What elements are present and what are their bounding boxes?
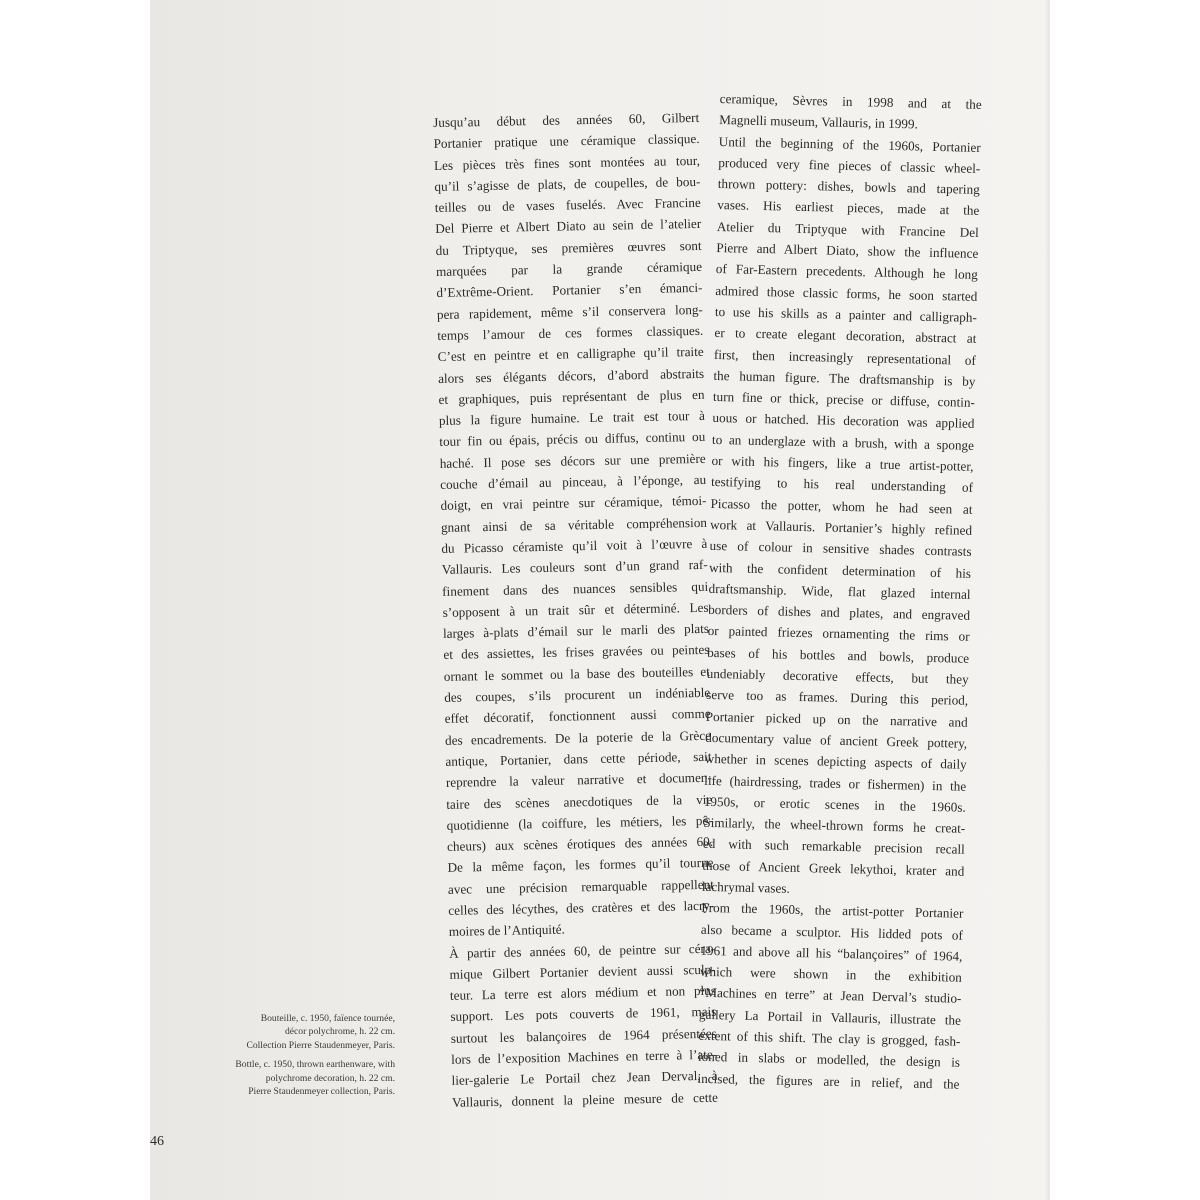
english-line: Picasso the potter, whom he had seen at bbox=[710, 495, 973, 517]
english-line: ioned in slabs or modelled, the design is bbox=[697, 1049, 961, 1071]
english-line: whether in scenes depicting aspects of daily bbox=[704, 751, 967, 772]
french-line: et des assiettes, les frises gravées ou peintes bbox=[443, 642, 710, 663]
english-line: documentary value of ancient Greek pottery, bbox=[705, 729, 968, 751]
french-line: plus la figure humaine. Le trait est tour à bbox=[438, 407, 706, 429]
english-line: use of colour in sensitive shades contrasts bbox=[709, 538, 972, 560]
french-line: quotidienne (la coiffure, les métiers, les pê- bbox=[446, 812, 713, 833]
image-caption bbox=[215, 1012, 395, 1098]
french-line: lier-galerie Le Portail chez Jean Derval, à bbox=[451, 1068, 718, 1089]
english-line: draftsmanship. Wide, flat glazed internal bbox=[708, 580, 971, 602]
french-line: couche d’émail au pinceau, à l’éponge, au bbox=[440, 471, 707, 492]
english-line: 1961 and above all his “balançoires” of 1964, bbox=[700, 942, 963, 964]
caption-english-line: polychrome decoration, h. 22 cm. bbox=[265, 1072, 395, 1084]
english-line: Portanier picked up on the narrative and bbox=[705, 708, 968, 730]
english-line: the human figure. The draftsmanship is by bbox=[713, 367, 976, 389]
english-line: incised, the figures are in relief, and the bbox=[697, 1070, 960, 1092]
french-line: Portanier pratique une céramique classique. bbox=[433, 131, 700, 152]
caption-english-line: Bottle, c. 1950, thrown earthenware, with bbox=[235, 1059, 395, 1071]
english-line: admired those classic forms, he soon started bbox=[715, 282, 978, 304]
french-text-column bbox=[433, 107, 718, 1113]
french-line: des encadrements. De la poterie de la Grèce bbox=[444, 727, 712, 748]
french-line: ornant le sommet ou la base des bouteilles et bbox=[443, 663, 710, 684]
french-line: Les pièces très fines sont montées au tour, bbox=[433, 152, 701, 173]
caption-french-line: Bouteille, c. 1950, faïence tournée, bbox=[260, 1013, 395, 1024]
french-line: s’opposent à un trait sûr et déterminé. Les bbox=[442, 599, 709, 620]
french-line: teur. La terre est alors médium et non plus bbox=[449, 982, 717, 1004]
french-line: cheurs) aux scènes érotiques des années 60. bbox=[446, 833, 714, 854]
french-line: du Picasso céramiste qu’il voit à l’œuvre à bbox=[441, 535, 708, 556]
french-line: reprendre la valeur narrative et documen- bbox=[445, 769, 712, 791]
english-line: Magnelli museum, Vallauris, in 1999. bbox=[719, 112, 919, 132]
french-line: lors de l’exposition Machines en terre à l’ate- bbox=[451, 1046, 718, 1067]
english-line: ed with such remarkable precision recall bbox=[702, 836, 965, 858]
english-line: gallery La Portail in Vallauris, illustrate the bbox=[698, 1006, 962, 1028]
english-line: extent of this shift. The clay is grogged, fash- bbox=[698, 1027, 961, 1049]
english-line: ceramique, Sèvres in 1998 and at the bbox=[719, 90, 982, 112]
english-line: testifying to his real understanding of bbox=[710, 474, 974, 496]
french-line: alors ses élégants décors, d’abord abstraits bbox=[437, 365, 705, 386]
french-line: gnant ainsi de sa véritable compréhension bbox=[440, 514, 708, 535]
caption-english-line: Pierre Staudenmeyer collection, Paris. bbox=[248, 1086, 395, 1098]
french-line: De la même façon, les formes qu’il tourne bbox=[447, 855, 714, 876]
french-line: surtout les balançoires de 1964 présentées bbox=[450, 1025, 717, 1046]
english-line: bases of his bottles and bowls, produce bbox=[707, 644, 970, 666]
english-line: turn fine or thick, precise or diffuse, contin- bbox=[712, 389, 976, 411]
english-line: also became a sculptor. His lidded pots of bbox=[700, 921, 964, 943]
french-line: haché. Il pose ses décors sur une première bbox=[439, 450, 706, 471]
french-line: mique Gilbert Portanier devient aussi sculp- bbox=[449, 961, 716, 982]
french-line: À partir des années 60, de peintre sur céra- bbox=[449, 940, 716, 961]
english-line: first, then increasingly representational of bbox=[713, 346, 977, 368]
english-line: serve too as frames. During this period, bbox=[706, 687, 969, 709]
english-line: Similarly, the wheel-thrown forms he creat- bbox=[703, 814, 966, 836]
english-line: uous or hatched. His decoration was applied bbox=[712, 410, 975, 432]
french-line: Vallauris. Les couleurs sont d’un grand raf- bbox=[441, 557, 708, 578]
french-line: tour fin ou épais, précis ou diffus, continu ou bbox=[439, 429, 706, 450]
french-line: temps l’amour de ces formes classiques. bbox=[437, 322, 704, 343]
english-line: lachrymal vases. bbox=[701, 878, 790, 896]
english-line: life (hairdressing, trades or fishermen) in the bbox=[704, 772, 967, 794]
french-line: pera rapidement, même s’il conservera long- bbox=[436, 301, 703, 322]
french-line: antique, Portanier, dans cette période, sait bbox=[445, 748, 712, 769]
french-line: C’est en peintre et en calligraphe qu’il traite bbox=[437, 344, 704, 365]
french-line: et graphiques, puis représentant de plus en bbox=[438, 386, 705, 407]
french-line: Vallauris, donnent la pleine mesure de cette bbox=[451, 1089, 719, 1110]
english-line: Pierre and Albert Diato, show the influence bbox=[716, 240, 979, 261]
french-line: d’Extrême-Orient. Portanier s’en émanci- bbox=[436, 280, 703, 301]
english-line: of Far-Eastern precedents. Although he long bbox=[715, 261, 978, 283]
english-line: 1950s, or erotic scenes in the 1960s. bbox=[703, 793, 966, 815]
french-line: qu’il s’agisse de plats, de coupelles, de bou- bbox=[434, 173, 701, 194]
french-line: celles des lécythes, des cratères et des lacry- bbox=[448, 897, 715, 918]
french-line: marquées par la grande céramique bbox=[435, 258, 703, 280]
french-line: Jusqu’au début des années 60, Gilbert bbox=[433, 109, 700, 130]
french-line: taire des scènes anecdotiques de la vie bbox=[446, 791, 713, 812]
english-line: work at Vallauris. Portanier’s highly refined bbox=[709, 516, 973, 538]
english-line: thrown pottery: dishes, bowls and tapering bbox=[717, 176, 980, 198]
french-line: finement dans des nuances sensibles qui bbox=[442, 578, 709, 599]
english-line: borders of dishes and plates, and engraved bbox=[707, 601, 971, 623]
page-edge-shadow bbox=[1044, 0, 1050, 1200]
french-line: larges à-plats d’émail sur le marli des plats bbox=[442, 620, 710, 642]
french-line: des coupes, s’ils procurent un indéniable bbox=[444, 684, 711, 705]
english-line: which were shown in the exhibition bbox=[699, 963, 963, 985]
english-line: “Machines en terre” at Jean Derval’s studio- bbox=[699, 985, 962, 1007]
french-line: doigt, en vrai peintre sur céramique, témoi- bbox=[440, 493, 707, 514]
english-line: to an underglaze with a brush, with a sponge bbox=[711, 431, 975, 453]
french-line: Del Pierre et Albert Diato au sein de l’atelier bbox=[435, 216, 702, 237]
caption-french-line: décor polychrome, h. 22 cm. bbox=[284, 1026, 395, 1038]
english-line: those of Ancient Greek lekythoi, krater and bbox=[702, 857, 965, 879]
english-text-column bbox=[697, 88, 982, 1095]
english-line: undeniably decorative effects, but they bbox=[706, 665, 969, 687]
english-line: or with his fingers, like a true artist-potter, bbox=[711, 452, 974, 474]
french-line: support. Les pots couverts de 1961, mais bbox=[450, 1004, 717, 1025]
english-line: or painted friezes ornamenting the rims or bbox=[707, 623, 970, 645]
english-line: Atelier du Triptyque with Francine Del bbox=[716, 218, 979, 240]
english-line: with the confident determination of his bbox=[708, 559, 972, 581]
english-line: Until the beginning of the 1960s, Portanier bbox=[718, 133, 981, 155]
english-line: er to create elegant decoration, abstract at bbox=[714, 325, 977, 347]
french-line: moires de l’Antiquité. bbox=[448, 921, 565, 940]
french-line: avec une précision remarquable rappellent bbox=[447, 876, 715, 897]
french-line: teilles ou de vases fuselés. Avec Francine bbox=[434, 195, 701, 216]
english-line: to use his skills as a painter and calligraph- bbox=[714, 303, 978, 325]
english-line: produced very fine pieces of classic wheel- bbox=[718, 154, 981, 176]
french-line: effet décoratif, fonctionnent aussi comme bbox=[444, 706, 711, 727]
page-number: 46 bbox=[150, 1134, 164, 1149]
caption-french-line: Collection Pierre Staudenmeyer, Paris. bbox=[246, 1039, 395, 1051]
french-line: du Triptyque, ses premières œuvres sont bbox=[435, 237, 702, 258]
english-line: From the 1960s, the artist-potter Portanier bbox=[701, 900, 964, 922]
english-line: vases. His earliest pieces, made at the bbox=[717, 197, 980, 219]
